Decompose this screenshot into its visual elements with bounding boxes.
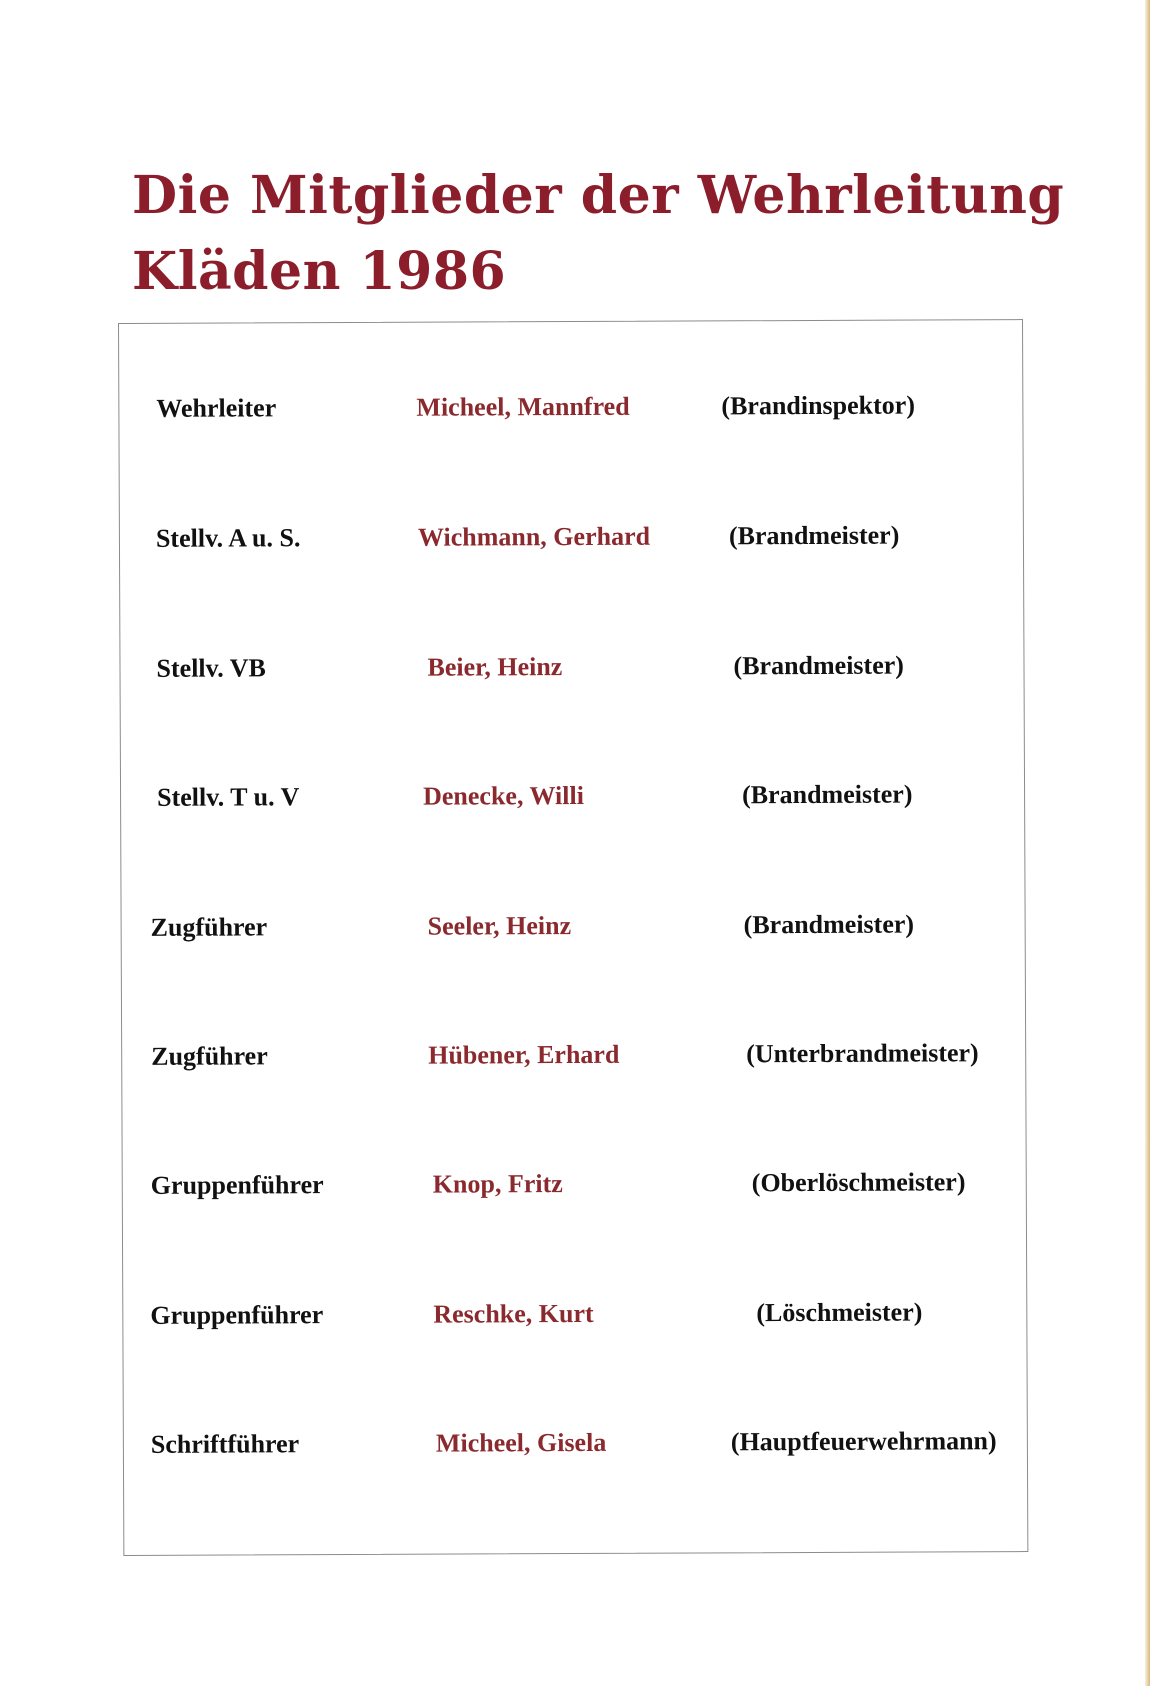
table-row bbox=[122, 907, 1025, 951]
name-cell: Knop, Fritz bbox=[432, 1169, 563, 1199]
rank-cell: (Brandinspektor) bbox=[721, 390, 916, 421]
rank-cell: (Brandmeister) bbox=[733, 650, 904, 681]
table-row bbox=[124, 1424, 1027, 1468]
table-row bbox=[120, 648, 1023, 692]
role-cell: Gruppenführer bbox=[150, 1300, 324, 1330]
role-cell: Stellv. VB bbox=[156, 653, 266, 683]
name-cell: Wichmann, Gerhard bbox=[417, 521, 651, 552]
role-cell: Zugführer bbox=[151, 1041, 268, 1071]
name-cell: Beier, Heinz bbox=[427, 652, 563, 682]
table-row bbox=[122, 1036, 1025, 1080]
title-line-1: Die Mitglieder der Wehrleitung bbox=[132, 165, 1065, 226]
rank-cell: (Hauptfeuerwehrmann) bbox=[730, 1426, 997, 1457]
role-cell: Gruppenführer bbox=[150, 1170, 324, 1200]
rank-cell: (Brandmeister) bbox=[743, 909, 915, 940]
name-cell: Hübener, Erhard bbox=[428, 1039, 620, 1070]
page-edge bbox=[1145, 0, 1150, 1686]
rank-cell: (Brandmeister) bbox=[742, 779, 913, 810]
role-cell: Zugführer bbox=[150, 912, 268, 942]
table-row bbox=[123, 1165, 1026, 1209]
rank-cell: (Oberlöschmeister) bbox=[751, 1167, 966, 1198]
rank-cell: (Löschmeister) bbox=[756, 1297, 923, 1328]
role-cell: Stellv. A u. S. bbox=[155, 523, 301, 553]
name-cell: Denecke, Willi bbox=[423, 780, 584, 811]
role-cell: Wehrleiter bbox=[156, 393, 277, 423]
rank-cell: (Unterbrandmeister) bbox=[746, 1038, 979, 1069]
rank-cell: (Brandmeister) bbox=[728, 520, 900, 551]
document-title bbox=[132, 158, 1065, 310]
members-table-frame bbox=[118, 319, 1028, 1556]
table-row bbox=[121, 777, 1024, 821]
role-cell: Stellv. T u. V bbox=[157, 782, 300, 812]
table-row bbox=[119, 388, 1022, 432]
table-row bbox=[123, 1295, 1026, 1339]
name-cell: Seeler, Heinz bbox=[427, 911, 572, 941]
name-cell: Reschke, Kurt bbox=[433, 1298, 594, 1329]
title-line-2: Kläden 1986 bbox=[132, 241, 507, 302]
name-cell: Micheel, Mannfred bbox=[416, 391, 630, 422]
name-cell: Micheel, Gisela bbox=[435, 1427, 607, 1458]
role-cell: Schriftführer bbox=[150, 1429, 300, 1459]
table-row bbox=[120, 518, 1023, 562]
